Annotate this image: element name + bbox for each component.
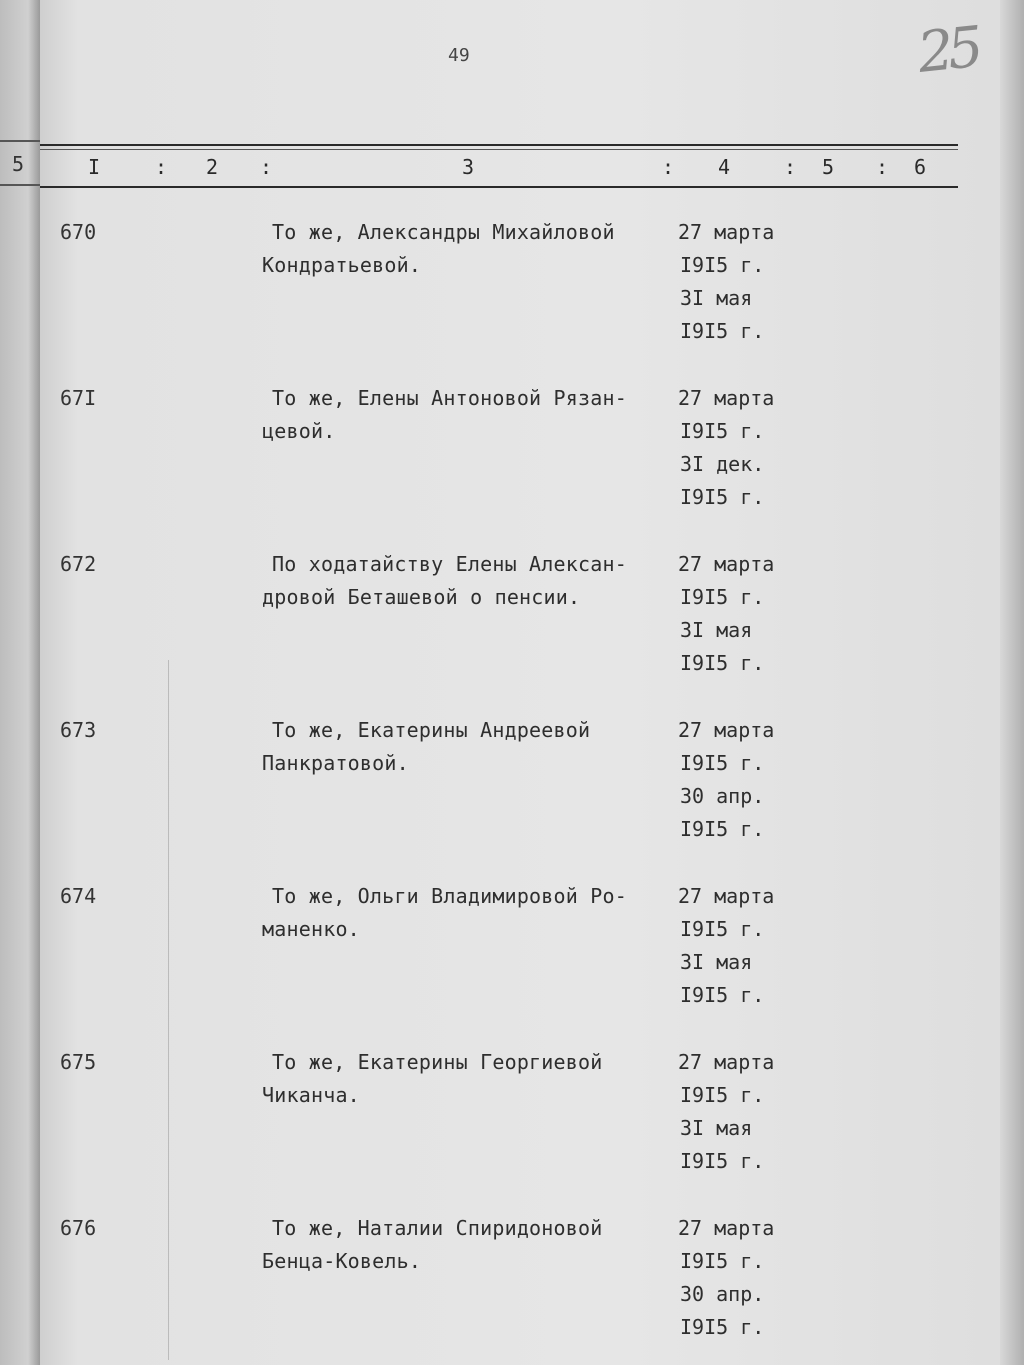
entry-description-line1: То же, Екатерины Георгиевой	[272, 1050, 603, 1074]
entry-description-line2: маненко.	[262, 917, 360, 941]
column-separator: :	[784, 155, 797, 179]
entry-number: 67I	[60, 386, 97, 410]
start-date-year: I9I5 г.	[680, 585, 765, 609]
handwritten-folio-number: 25	[914, 15, 981, 86]
column-separator: :	[876, 155, 889, 179]
end-date-year: I9I5 г.	[680, 651, 765, 675]
end-date-day: 3I мая	[680, 618, 753, 642]
end-date-year: I9I5 г.	[680, 485, 765, 509]
end-date-year: I9I5 г.	[680, 983, 765, 1007]
previous-page-column-number: 5	[12, 152, 25, 176]
entry-description-line2: Чиканча.	[262, 1083, 360, 1107]
entry-description-line1: То же, Екатерины Андреевой	[272, 718, 591, 742]
entry-description-line1: То же, Наталии Спиридоновой	[272, 1216, 603, 1240]
start-date-day: 27 марта	[678, 1050, 775, 1074]
entry-description-line2: Панкратовой.	[262, 751, 409, 775]
entry-description-line2: Бенца-Ковель.	[262, 1249, 422, 1273]
entry-number: 672	[60, 552, 97, 576]
entry-number: 674	[60, 884, 97, 908]
entry-description-line1: По ходатайству Елены Алексан-	[272, 552, 627, 576]
end-date-day: 3I мая	[680, 1116, 753, 1140]
end-date-year: I9I5 г.	[680, 319, 765, 343]
column-header-1: I	[88, 155, 101, 179]
start-date-year: I9I5 г.	[680, 253, 765, 277]
end-date-year: I9I5 г.	[680, 1315, 765, 1339]
table-top-rule-thin	[40, 149, 958, 150]
entry-description-line1: То же, Ольги Владимировой Ро-	[272, 884, 627, 908]
start-date-day: 27 марта	[678, 552, 775, 576]
start-date-year: I9I5 г.	[680, 1249, 765, 1273]
start-date-year: I9I5 г.	[680, 751, 765, 775]
entry-description-line1: То же, Елены Антоновой Рязан-	[272, 386, 627, 410]
entry-description-line2: Кондратьевой.	[262, 253, 422, 277]
table-top-rule	[40, 144, 958, 146]
column-header-6: 6	[914, 155, 927, 179]
table-header-bottom-rule	[40, 186, 958, 188]
column-header-3: 3	[462, 155, 475, 179]
end-date-year: I9I5 г.	[680, 1149, 765, 1173]
table-row	[0, 386, 1024, 526]
end-date-day: 3I мая	[680, 950, 753, 974]
entry-number: 670	[60, 220, 97, 244]
previous-page-rule	[0, 184, 40, 186]
previous-page-rule	[0, 140, 40, 142]
end-date-day: 3I мая	[680, 286, 753, 310]
start-date-day: 27 марта	[678, 718, 775, 742]
column-header-5: 5	[822, 155, 835, 179]
start-date-year: I9I5 г.	[680, 419, 765, 443]
end-date-day: 3I дек.	[680, 452, 765, 476]
column-header-4: 4	[718, 155, 731, 179]
table-row	[0, 552, 1024, 692]
table-row	[0, 1050, 1024, 1190]
entry-description-line2: дровой Беташевой о пенсии.	[262, 585, 581, 609]
start-date-day: 27 марта	[678, 386, 775, 410]
end-date-year: I9I5 г.	[680, 817, 765, 841]
end-date-day: 30 апр.	[680, 784, 765, 808]
column-header-2: 2	[206, 155, 219, 179]
column-separator: :	[155, 155, 168, 179]
table-row	[0, 718, 1024, 858]
entry-number: 675	[60, 1050, 97, 1074]
table-row	[0, 220, 1024, 360]
start-date-day: 27 марта	[678, 220, 775, 244]
start-date-day: 27 марта	[678, 1216, 775, 1240]
start-date-day: 27 марта	[678, 884, 775, 908]
entry-number: 673	[60, 718, 97, 742]
table-row	[0, 884, 1024, 1024]
page-number: 49	[448, 45, 470, 66]
table-row	[0, 1216, 1024, 1356]
start-date-year: I9I5 г.	[680, 917, 765, 941]
column-separator: :	[260, 155, 273, 179]
end-date-day: 30 апр.	[680, 1282, 765, 1306]
start-date-year: I9I5 г.	[680, 1083, 765, 1107]
entry-description-line1: То же, Александры Михайловой	[272, 220, 615, 244]
entry-number: 676	[60, 1216, 97, 1240]
entry-description-line2: цевой.	[262, 419, 336, 443]
column-separator: :	[662, 155, 675, 179]
